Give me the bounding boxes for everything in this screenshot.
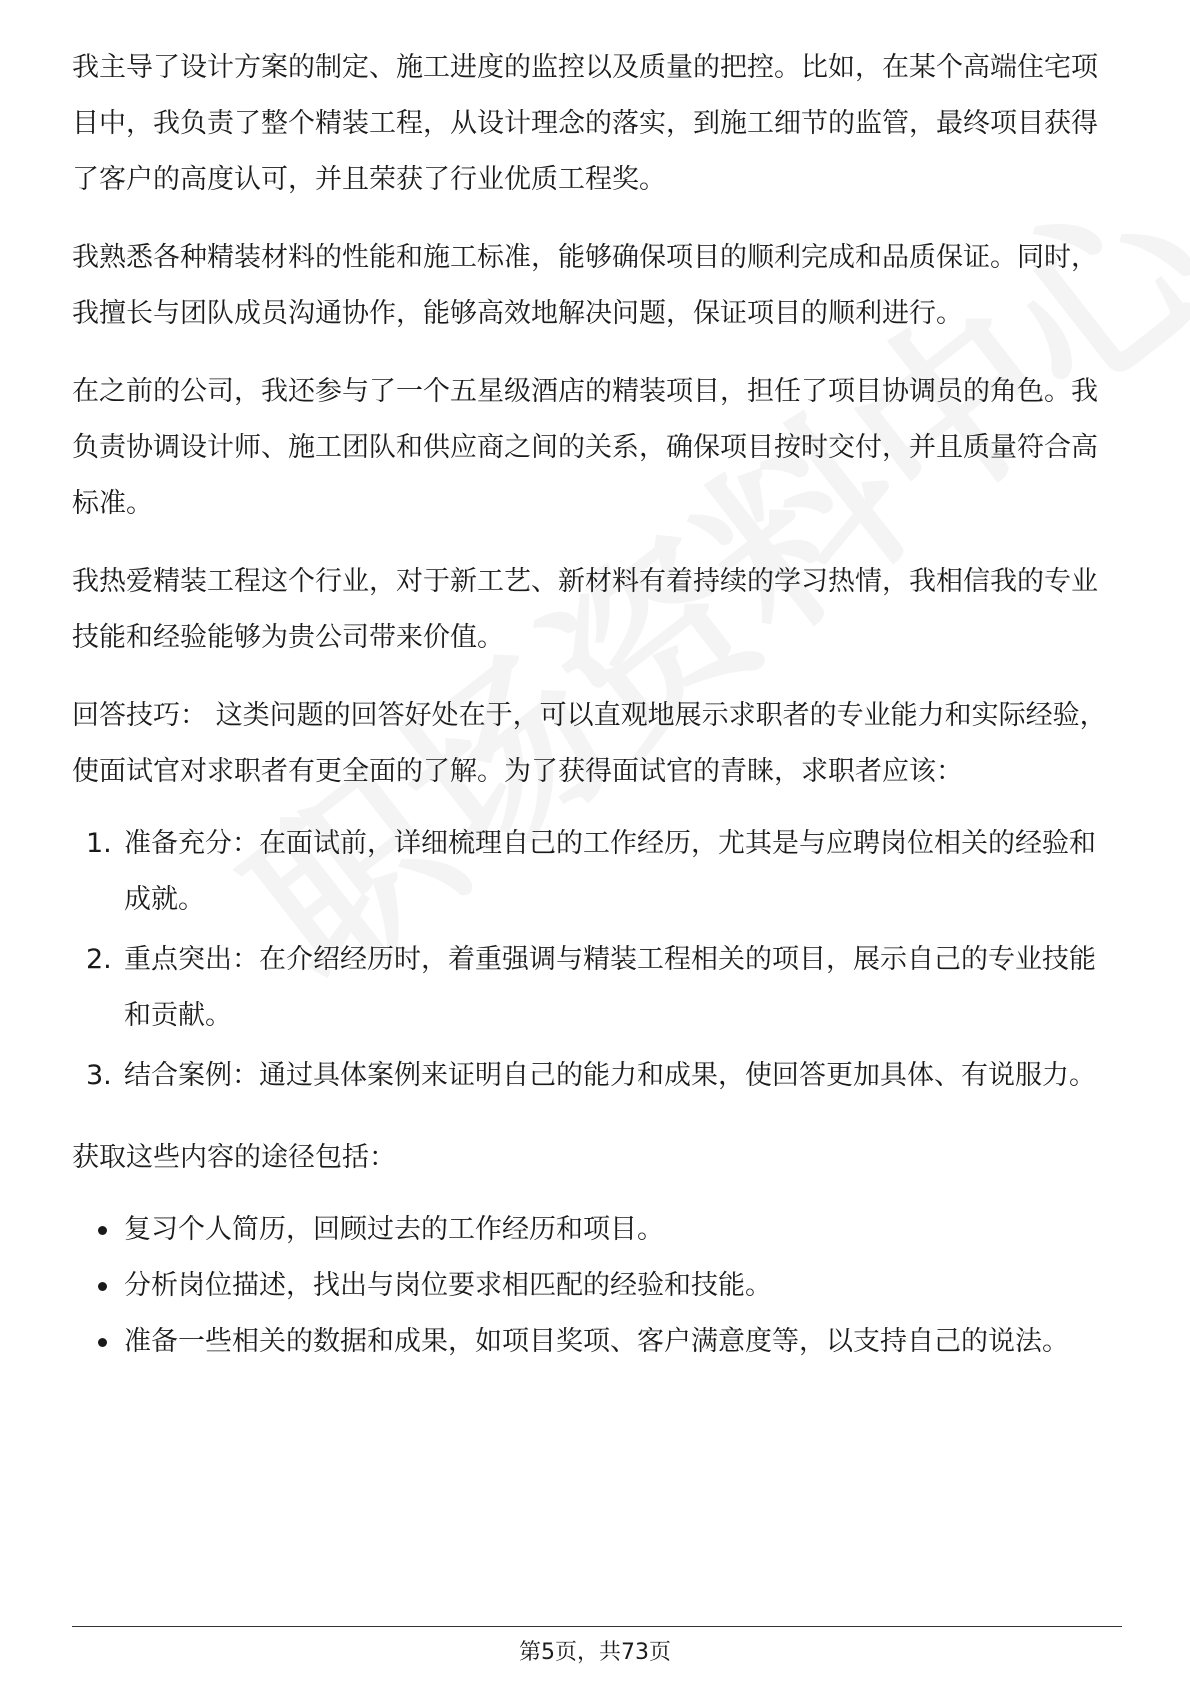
paragraph-materials-skills: 我熟悉各种精装材料的性能和施工标准，能够确保项目的顺利完成和品质保证。同时，我擅长与团队成员沟通协作，能够高效地解决问题，保证项目的顺利进行。: [72, 242, 1098, 329]
list-item: [72, 1202, 1122, 1258]
list-item-text: 分析岗位描述，找出与岗位要求相匹配的经验和技能。: [124, 1270, 772, 1301]
paragraph-passion: 我热爱精装工程这个行业，对于新工艺、新材料有着持续的学习热情，我相信我的专业技能和经验能够为贵公司带来价值。: [72, 566, 1098, 653]
paragraph-project-lead: 我主导了设计方案的制定、施工进度的监控以及质量的把控。比如，在某个高端住宅项目中，我负责了整个精装工程，从设计理念的落实，到施工细节的监管，最终项目获得了客户的高度认可，并且荣获了行业优质工程奖。: [72, 52, 1098, 195]
paragraph-ways-intro: 获取这些内容的途径包括：: [72, 1142, 396, 1173]
paragraph-answer-tips: 回答技巧： 这类问题的回答好处在于，可以直观地展示求职者的专业能力和实际经验，使面试官对求职者有更全面的了解。为了获得面试官的青睐，求职者应该：: [72, 700, 1107, 787]
bullet-icon: [98, 1282, 107, 1291]
ways-bullet-list: [72, 1202, 1122, 1370]
list-item-text: 复习个人简历，回顾过去的工作经历和项目。: [124, 1214, 664, 1245]
list-number: 2.: [86, 944, 112, 975]
list-item-text: 准备一些相关的数据和成果，如项目奖项、客户满意度等，以支持自己的说法。: [124, 1326, 1069, 1357]
page-number: 第5页，共73页: [519, 1640, 671, 1665]
list-number: 1.: [86, 828, 112, 859]
list-number: 3.: [86, 1060, 112, 1091]
list-item-text: 准备充分：在面试前，详细梳理自己的工作经历，尤其是与应聘岗位相关的经验和成就。: [124, 828, 1096, 915]
bullet-icon: [98, 1226, 107, 1235]
list-item-text: 重点突出：在介绍经历时，着重强调与精装工程相关的项目，展示自己的专业技能和贡献。: [124, 944, 1096, 1031]
tips-numbered-list: [72, 816, 1122, 1104]
list-item: [72, 1258, 1122, 1314]
bullet-icon: [98, 1338, 107, 1347]
list-item: [72, 932, 1122, 1044]
list-item: [72, 816, 1122, 928]
document-body: [72, 40, 1122, 1370]
list-item-text: 结合案例：通过具体案例来证明自己的能力和成果，使回答更加具体、有说服力。: [124, 1060, 1096, 1091]
footer-divider: [72, 1626, 1122, 1627]
list-item: [72, 1314, 1122, 1370]
paragraph-hotel-project: 在之前的公司，我还参与了一个五星级酒店的精装项目，担任了项目协调员的角色。我负责协调设计师、施工团队和供应商之间的关系，确保项目按时交付，并且质量符合高标准。: [72, 376, 1098, 519]
list-item: [72, 1048, 1122, 1104]
